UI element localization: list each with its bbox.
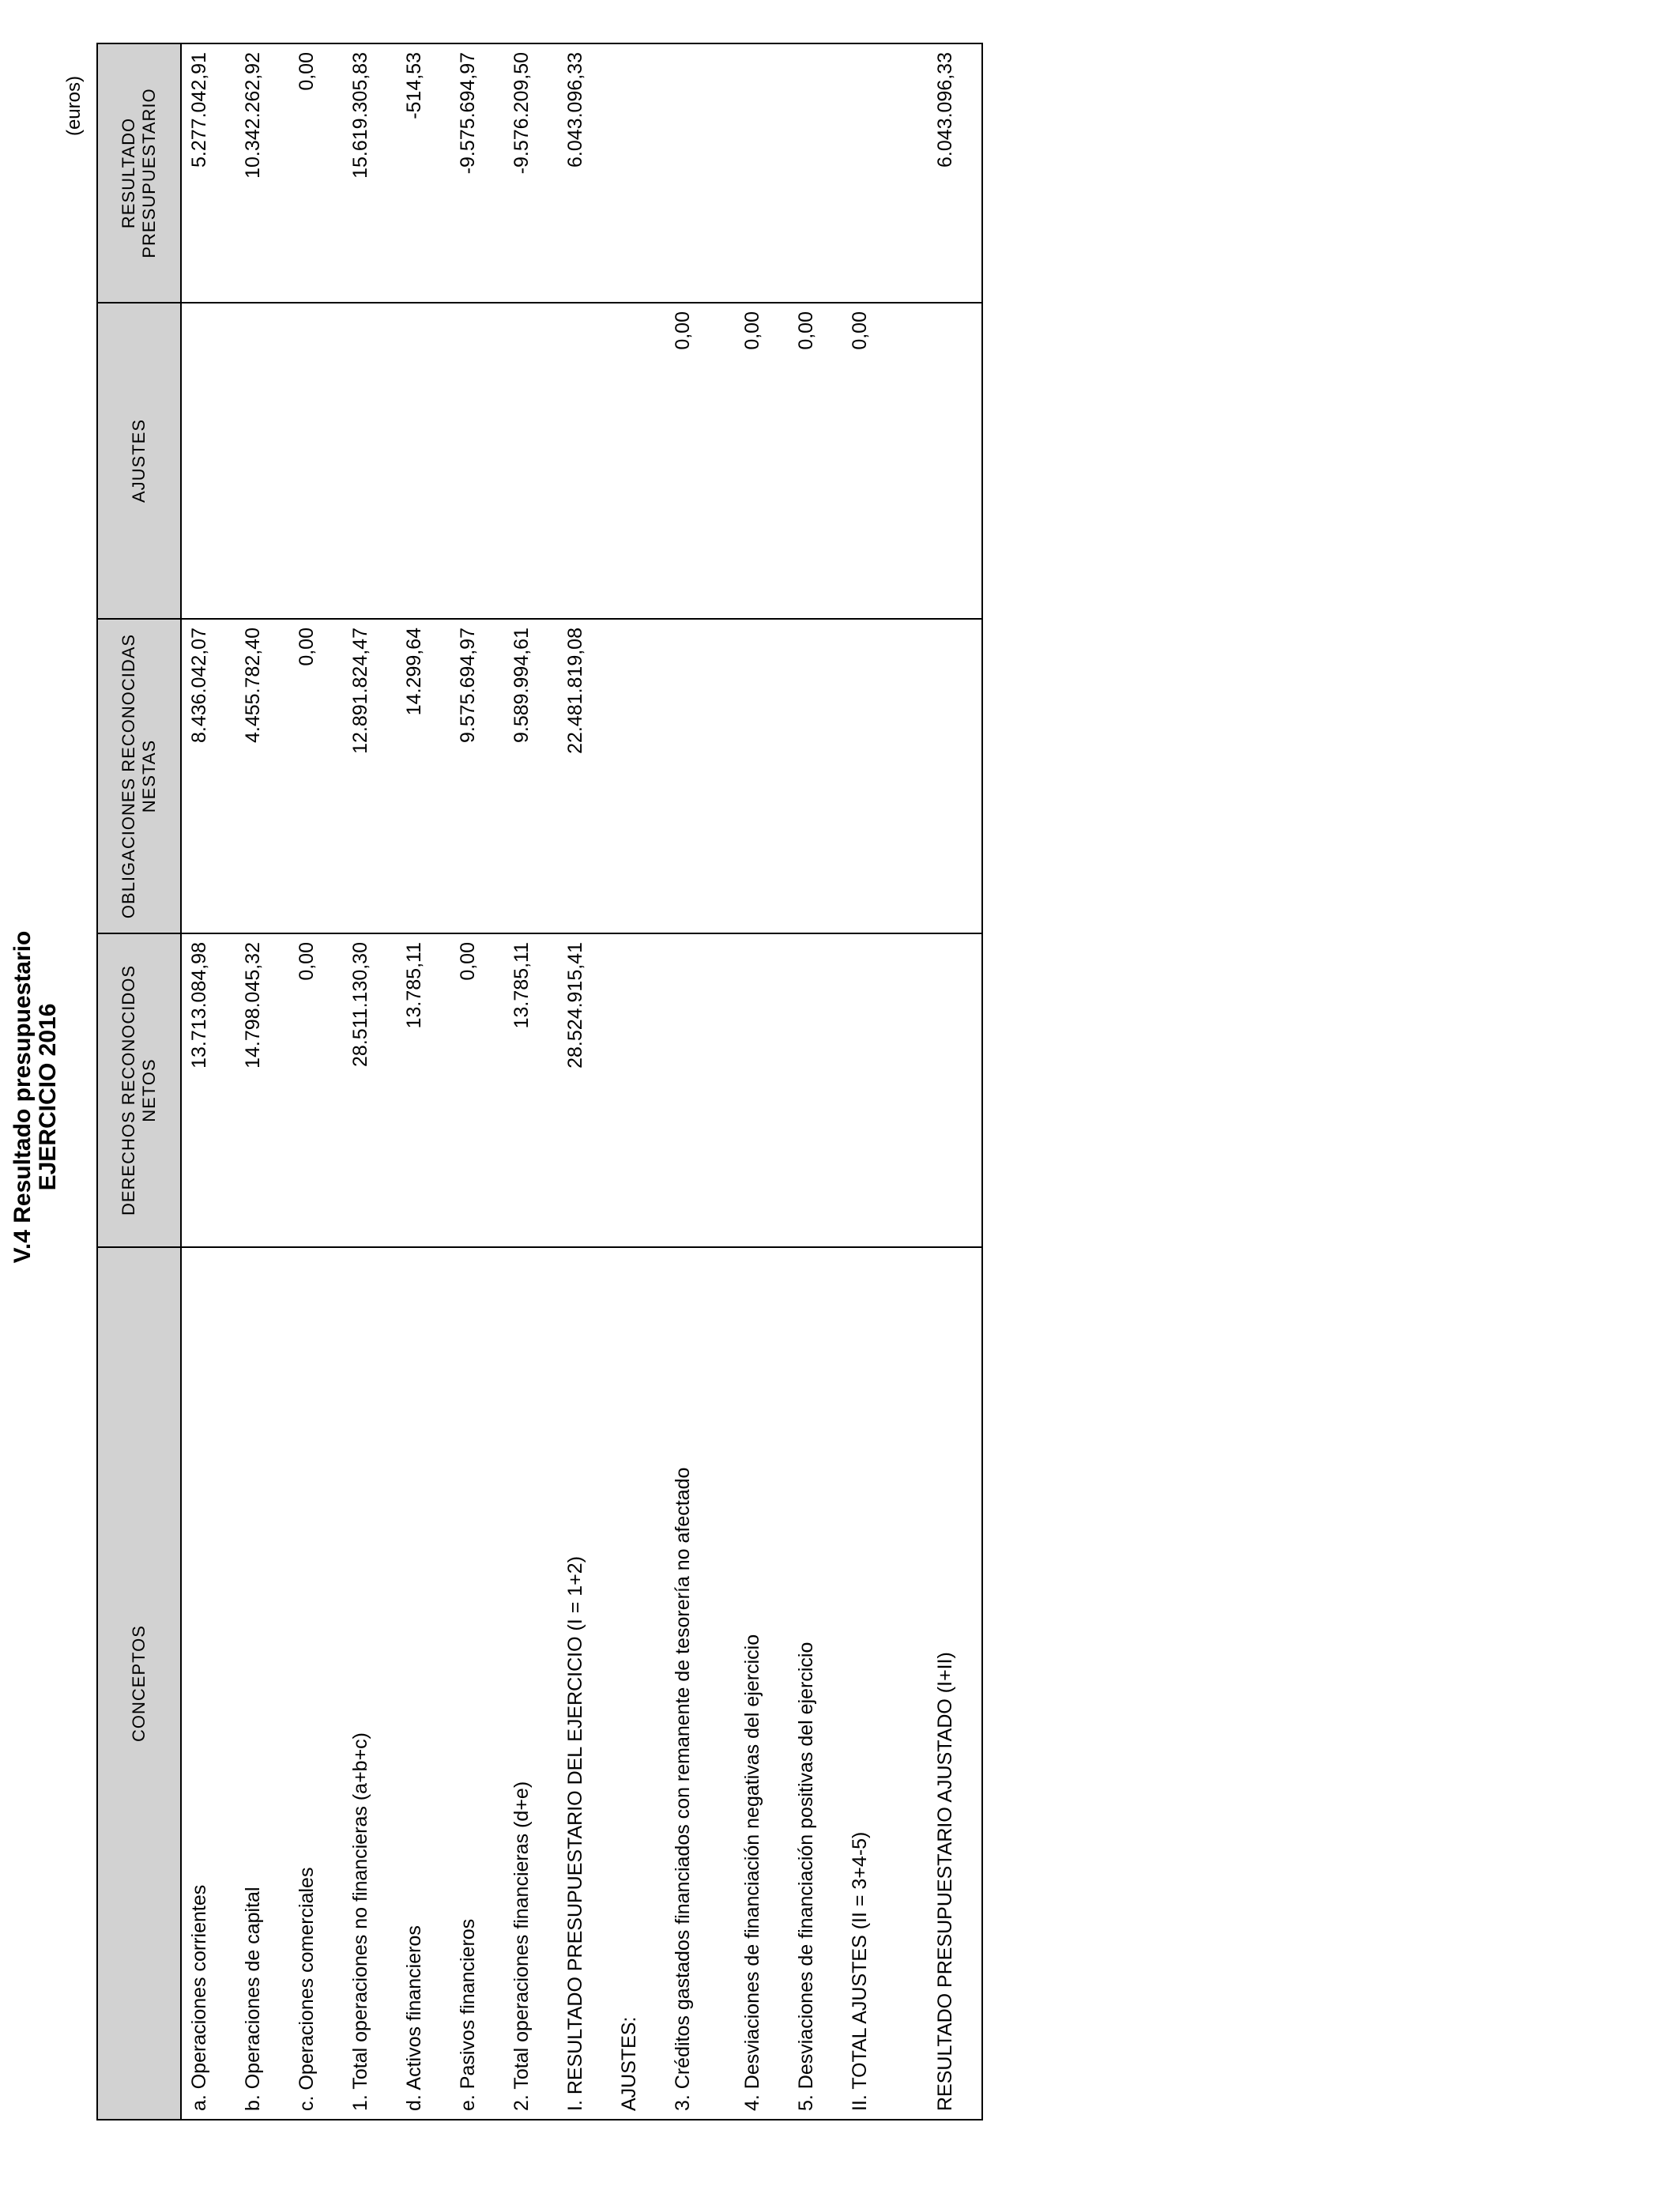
cell-concept: II. TOTAL AJUSTES (II = 3+4-5) [842, 1247, 896, 2120]
cell-derechos [735, 933, 789, 1247]
cell-ajustes [289, 303, 343, 619]
cell-obligaciones: 9.589.994,61 [504, 619, 558, 933]
cell-concept: d. Activos financieros [397, 1247, 450, 2120]
table-row [735, 43, 789, 2120]
cell-resultado: 6.043.096,33 [558, 43, 612, 303]
cell-derechos [612, 933, 665, 1247]
table-row [343, 43, 397, 2120]
cell-ajustes [612, 303, 665, 619]
cell-concept: 5. Desviaciones de financiación positivas del ejercicio [789, 1247, 842, 2120]
cell-resultado: -514,53 [397, 43, 450, 303]
cell-obligaciones: 9.575.694,97 [450, 619, 504, 933]
cell-obligaciones [735, 619, 789, 933]
table-row-total [934, 43, 982, 2120]
cell-concept: RESULTADO PRESUPUESTARIO AJUSTADO (I+II) [934, 1247, 982, 2120]
cell-concept: I. RESULTADO PRESUPUESTARIO DEL EJERCICIO (I = 1+2) [558, 1247, 612, 2120]
document-subtitle: EJERCICIO 2016 [35, 1003, 61, 1191]
budget-result-table [96, 43, 983, 2120]
cell-derechos [934, 933, 982, 1247]
cell-ajustes [397, 303, 450, 619]
cell-derechos [842, 933, 896, 1247]
cell-derechos [665, 933, 735, 1247]
cell-resultado [842, 43, 896, 303]
cell-resultado [665, 43, 735, 303]
table-row [789, 43, 842, 2120]
column-header-resultado: RESULTADO PRESUPUESTARIO [97, 43, 181, 303]
cell-ajustes [181, 303, 235, 619]
cell-ajustes [504, 303, 558, 619]
cell-ajustes [558, 303, 612, 619]
column-header-derechos: DERECHOS RECONOCIDOS NETOS [97, 933, 181, 1247]
cell-derechos: 28.511.130,30 [343, 933, 397, 1247]
cell-obligaciones: 22.481.819,08 [558, 619, 612, 933]
table-row [235, 43, 289, 2120]
cell-derechos: 13.713.084,98 [181, 933, 235, 1247]
cell-obligaciones: 8.436.042,07 [181, 619, 235, 933]
cell-concept: e. Pasivos financieros [450, 1247, 504, 2120]
cell-obligaciones: 14.299,64 [397, 619, 450, 933]
cell-derechos: 14.798.045,32 [235, 933, 289, 1247]
table-row [842, 43, 896, 2120]
cell-concept: a. Operaciones corrientes [181, 1247, 235, 2120]
column-header-ajustes: AJUSTES [97, 303, 181, 619]
document-title: V.4 Resultado presupuestario [9, 930, 36, 1264]
cell-derechos: 13.785,11 [504, 933, 558, 1247]
cell-resultado: 5.277.042,91 [181, 43, 235, 303]
cell-concept: 3. Créditos gastados financiados con remanente de tesorería no afectado [665, 1247, 735, 2120]
cell-derechos: 13.785,11 [397, 933, 450, 1247]
column-header-obligaciones: OBLIGACIONES RECONOCIDAS NESTAS [97, 619, 181, 933]
table-row [558, 43, 612, 2120]
table-row [397, 43, 450, 2120]
cell-resultado [789, 43, 842, 303]
cell-concept: 4. Desviaciones de financiación negativas del ejercicio [735, 1247, 789, 2120]
table-row [450, 43, 504, 2120]
cell-ajustes [343, 303, 397, 619]
table-row [181, 43, 235, 2120]
cell-resultado: 10.342.262,92 [235, 43, 289, 303]
table-row [504, 43, 558, 2120]
cell-resultado [735, 43, 789, 303]
cell-ajustes: 0,00 [789, 303, 842, 619]
cell-obligaciones [665, 619, 735, 933]
cell-obligaciones: 4.455.782,40 [235, 619, 289, 933]
cell-obligaciones: 12.891.824,47 [343, 619, 397, 933]
cell-resultado: -9.576.209,50 [504, 43, 558, 303]
table-row [289, 43, 343, 2120]
cell-resultado [612, 43, 665, 303]
cell-derechos [789, 933, 842, 1247]
cell-ajustes [934, 303, 982, 619]
cell-concept: AJUSTES: [612, 1247, 665, 2120]
cell-obligaciones [842, 619, 896, 933]
cell-derechos: 0,00 [450, 933, 504, 1247]
cell-ajustes: 0,00 [735, 303, 789, 619]
table-row [612, 43, 665, 2120]
cell-ajustes: 0,00 [665, 303, 735, 619]
table-header-row [97, 43, 181, 2120]
column-header-conceptos: CONCEPTOS [97, 1247, 181, 2120]
spacer-row [896, 43, 934, 2120]
cell-obligaciones [934, 619, 982, 933]
cell-ajustes [235, 303, 289, 619]
cell-concept: 2. Total operaciones financieras (d+e) [504, 1247, 558, 2120]
cell-derechos: 28.524.915,41 [558, 933, 612, 1247]
cell-resultado: 15.619.305,83 [343, 43, 397, 303]
cell-obligaciones [612, 619, 665, 933]
cell-concept: c. Operaciones comerciales [289, 1247, 343, 2120]
cell-resultado: 6.043.096,33 [934, 43, 982, 303]
cell-concept: b. Operaciones de capital [235, 1247, 289, 2120]
cell-ajustes [450, 303, 504, 619]
table-row [665, 43, 735, 2120]
cell-concept: 1. Total operaciones no financieras (a+b+c) [343, 1247, 397, 2120]
cell-derechos: 0,00 [289, 933, 343, 1247]
cell-obligaciones: 0,00 [289, 619, 343, 933]
cell-ajustes: 0,00 [842, 303, 896, 619]
cell-resultado: -9.575.694,97 [450, 43, 504, 303]
unit-label: (euros) [63, 76, 85, 137]
cell-resultado: 0,00 [289, 43, 343, 303]
cell-obligaciones [789, 619, 842, 933]
